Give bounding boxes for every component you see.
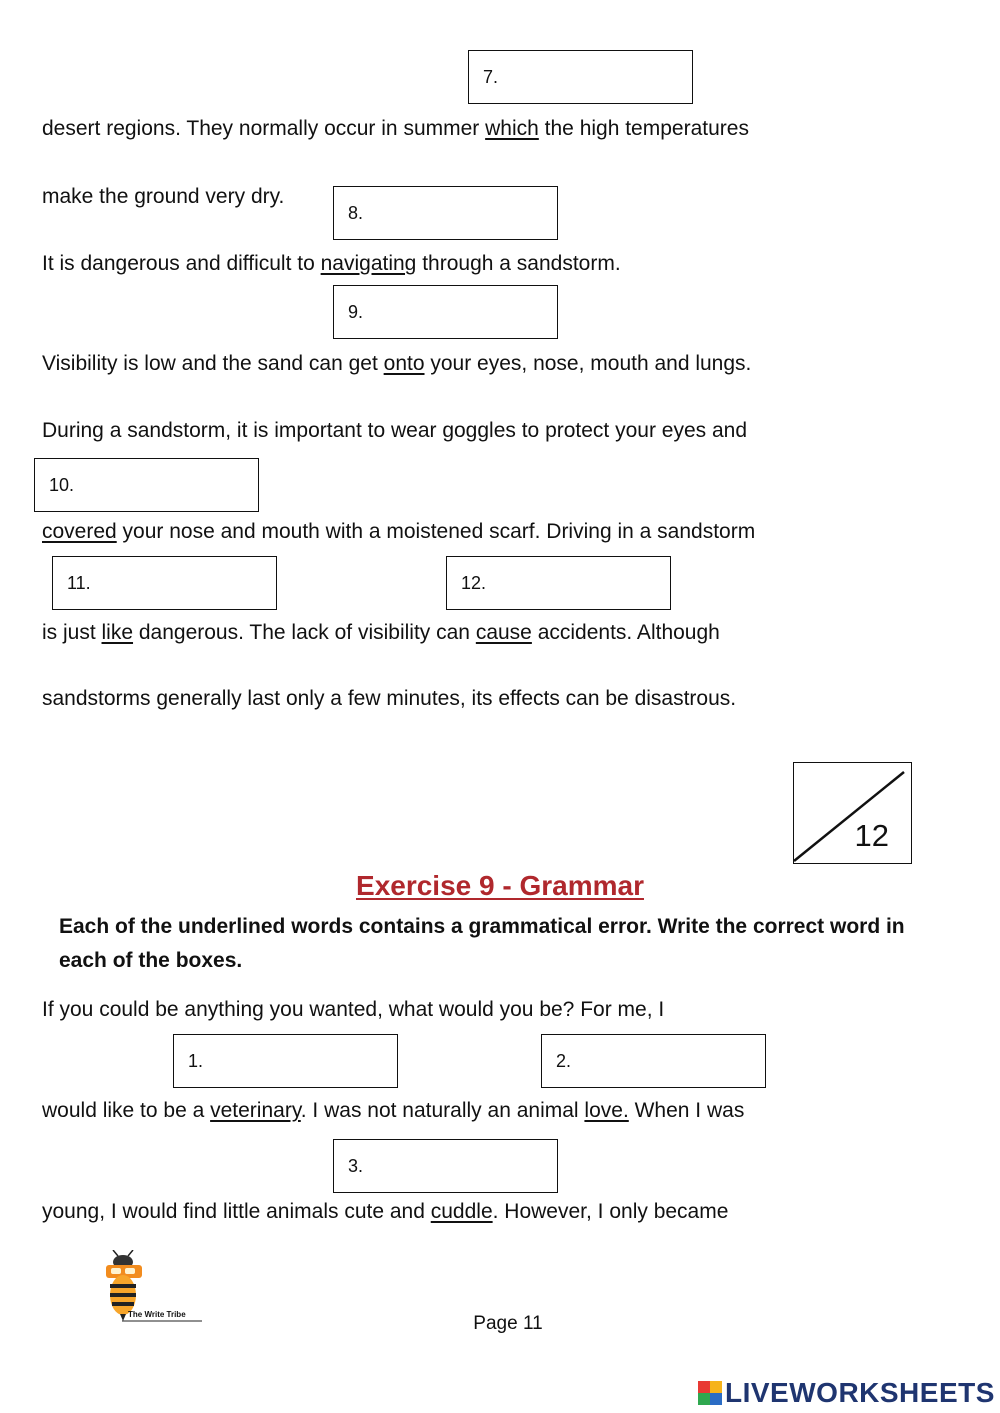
answer-box-3[interactable]: 3. [333, 1139, 558, 1193]
brand-square [710, 1381, 722, 1393]
underlined-word: onto [383, 352, 425, 375]
underlined-word: love. [584, 1099, 629, 1122]
underlined-word: cuddle [430, 1200, 493, 1223]
answer-box-10[interactable]: 10. [34, 458, 259, 512]
brand-square [698, 1381, 710, 1393]
answer-box-11[interactable]: 11. [52, 556, 277, 610]
answer-box-2[interactable]: 2. [541, 1034, 766, 1088]
brand-square [710, 1393, 722, 1405]
answer-box-8[interactable]: 8. [333, 186, 558, 240]
text-line: would like to be a veterinary. I was not naturally an animal love. When I was [42, 1099, 745, 1122]
underlined-word: covered [42, 520, 117, 543]
text-line: covered your nose and mouth with a moistened scarf. Driving in a sandstorm [42, 520, 756, 543]
underlined-word: which [485, 117, 539, 140]
answer-box-1[interactable]: 1. [173, 1034, 398, 1088]
text-line: sandstorms generally last only a few minutes, its effects can be disastrous. [42, 687, 737, 710]
underlined-word: like [101, 621, 134, 644]
page-number: Page 11 [473, 1313, 543, 1334]
logo-text: The Write Tribe [128, 1310, 186, 1319]
text-line: Visibility is low and the sand can get onto your eyes, nose, mouth and lungs. [42, 352, 752, 375]
brand-square [698, 1393, 710, 1405]
exercise-title: Exercise 9 - Grammar [356, 870, 644, 901]
underlined-word: veterinary [210, 1099, 301, 1122]
exercise-instruction: Each of the underlined words contains a grammatical error. Write the correct word in each of the boxes. [59, 915, 905, 972]
liveworksheets-brand[interactable]: LIVEWORKSHEETS [725, 1377, 995, 1408]
text-line: young, I would find little animals cute and cuddle. However, I only became [42, 1200, 729, 1223]
score-box [793, 762, 912, 864]
answer-box-9[interactable]: 9. [333, 285, 558, 339]
text-line: If you could be anything you wanted, what would you be? For me, I [42, 998, 665, 1021]
liveworksheets-logo-icon [698, 1381, 722, 1405]
answer-box-12[interactable]: 12. [446, 556, 671, 610]
underlined-word: navigating [320, 252, 417, 275]
text-line: During a sandstorm, it is important to wear goggles to protect your eyes and [42, 419, 748, 442]
score-diagonal [794, 763, 913, 865]
answer-box-7[interactable]: 7. [468, 50, 693, 104]
text-line: desert regions. They normally occur in summer which the high temperatures [42, 117, 749, 140]
text-line: It is dangerous and difficult to navigating through a sandstorm. [42, 252, 621, 275]
text-line: make the ground very dry. [42, 185, 285, 208]
score-total: 12 [854, 818, 889, 853]
text-line: is just like dangerous. The lack of visibility can cause accidents. Although [42, 621, 720, 644]
underlined-word: cause [475, 621, 532, 644]
